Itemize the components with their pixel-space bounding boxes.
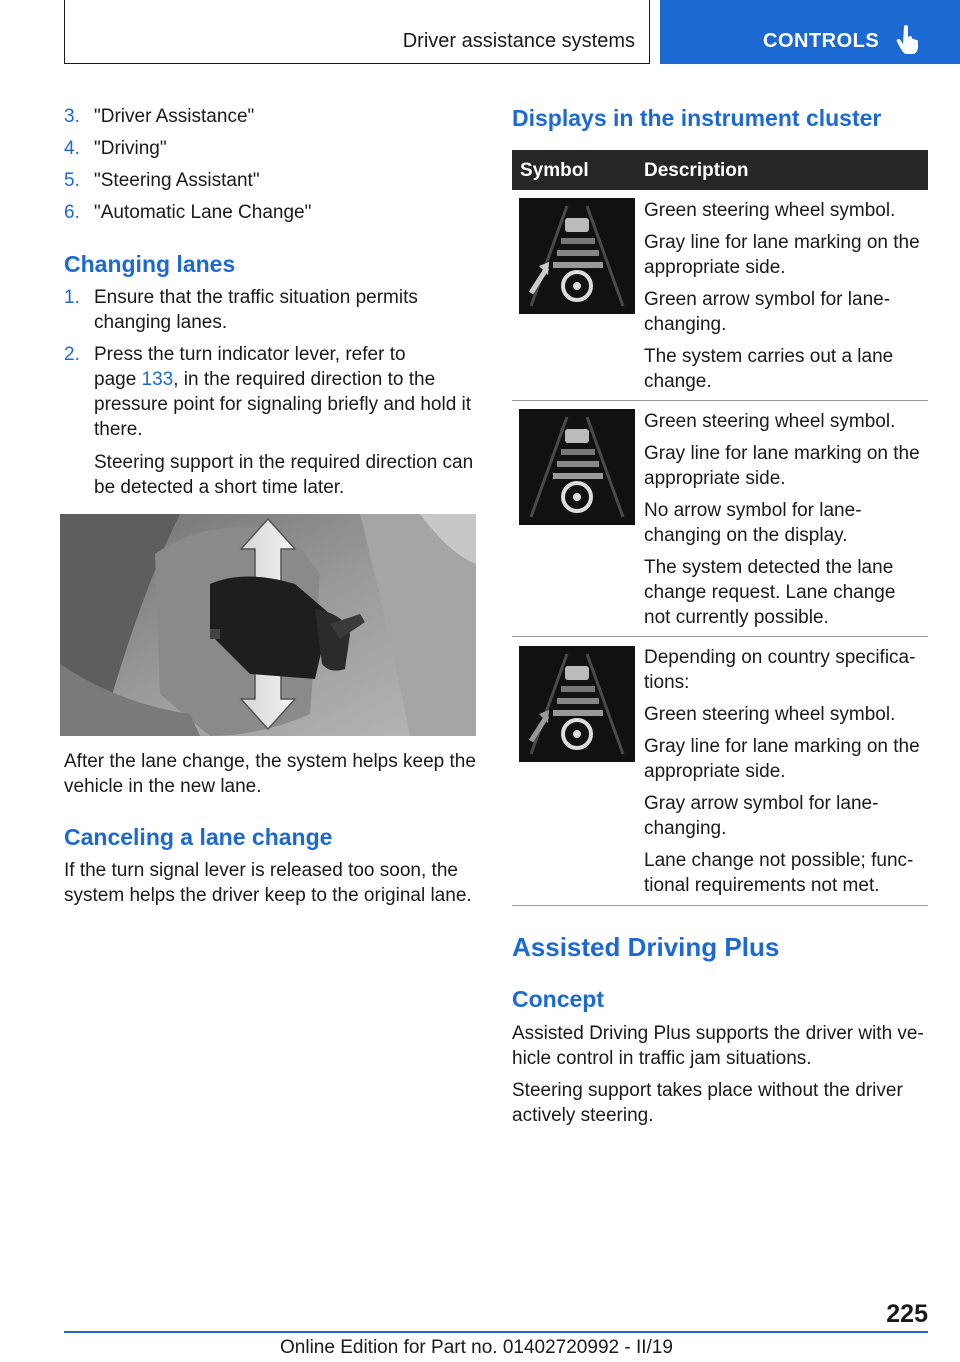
step-text: there. [94, 419, 143, 440]
step-number: 5. [64, 170, 80, 191]
description-line: changing. [644, 818, 727, 839]
lane-change-arrow-green-icon [519, 198, 635, 314]
step-text: pressure point for signaling briefly and hold it [94, 394, 472, 415]
chapter-title: CONTROLS [763, 30, 880, 52]
edition-footer: Online Edition for Part no. 01402720992 - II/19 [280, 1337, 673, 1358]
section-title: Driver assistance systems [402, 30, 635, 52]
description-line: Green steering wheel symbol. [644, 411, 896, 432]
paragraph-line: Assisted Driving Plus supports the driver with ve- [512, 1023, 924, 1044]
paragraph-line: If the turn signal lever is released too soon, the [64, 860, 458, 881]
step-text: Press the turn indicator lever, refer to [94, 344, 406, 365]
paragraph-line: vehicle in the new lane. [64, 776, 262, 797]
description-line: changing on the display. [644, 525, 848, 546]
canceling-heading: Canceling a lane change [64, 824, 333, 850]
table-row-divider [512, 636, 928, 637]
description-line: Gray arrow symbol for lane- [644, 793, 879, 814]
description-line: Green steering wheel symbol. [644, 200, 896, 221]
assisted-driving-plus-heading: Assisted Driving Plus [512, 932, 780, 962]
step-number: 4. [64, 138, 80, 159]
column-header-description: Description [644, 160, 749, 181]
chapter-tab[interactable] [660, 0, 960, 64]
table-header [512, 150, 928, 190]
step-text: page [94, 369, 142, 390]
concept-heading: Concept [512, 986, 604, 1012]
step-note: be detected a short time later. [94, 477, 345, 498]
running-header-section [64, 0, 650, 64]
menu-step-text: "Automatic Lane Change" [94, 202, 312, 223]
menu-step-text: "Steering Assistant" [94, 170, 260, 191]
step-text-with-reference [94, 367, 435, 393]
menu-step-text: "Driver Assistance" [94, 106, 255, 127]
step-text: Ensure that the traffic situation permits [94, 287, 418, 308]
table-row-divider [512, 400, 928, 401]
description-line: Gray line for lane marking on the [644, 736, 920, 757]
step-text: , in the required direction to the [173, 369, 436, 390]
column-header-symbol: Symbol [520, 160, 589, 181]
footer-divider [64, 1331, 928, 1333]
description-line: appropriate side. [644, 468, 786, 489]
turn-indicator-lever-illustration [60, 514, 476, 736]
description-line: Gray line for lane marking on the [644, 232, 920, 253]
description-line: changing. [644, 314, 727, 335]
pointing-hand-icon [896, 24, 922, 54]
description-line: appropriate side. [644, 257, 786, 278]
page-number: 225 [886, 1300, 928, 1328]
lane-change-pending-icon [519, 409, 635, 525]
description-line: The system detected the lane [644, 557, 894, 578]
description-line: change. [644, 371, 712, 392]
description-line: Green steering wheel symbol. [644, 704, 896, 725]
step-number: 3. [64, 106, 80, 127]
description-line: Depending on country specifica- [644, 647, 916, 668]
description-line: Gray line for lane marking on the [644, 443, 920, 464]
description-line: No arrow symbol for lane- [644, 500, 862, 521]
paragraph-line: After the lane change, the system helps keep the [64, 751, 476, 772]
page-reference-link[interactable]: 133 [141, 369, 174, 390]
description-line: change request. Lane change [644, 582, 896, 603]
paragraph-line: Steering support takes place without the driver [512, 1080, 903, 1101]
step-number: 1. [64, 287, 80, 308]
paragraph-line: actively steering. [512, 1105, 654, 1126]
displays-heading: Displays in the instrument cluster [512, 105, 882, 131]
description-line: The system carries out a lane [644, 346, 894, 367]
description-line: tions: [644, 672, 690, 693]
changing-lanes-heading: Changing lanes [64, 251, 236, 277]
menu-step-text: "Driving" [94, 138, 167, 159]
description-line: not currently possible. [644, 607, 829, 628]
paragraph-line: system helps the driver keep to the original lane. [64, 885, 472, 906]
step-number: 2. [64, 344, 80, 365]
step-note: Steering support in the required direction can [94, 452, 474, 473]
description-line: appropriate side. [644, 761, 786, 782]
paragraph-line: hicle control in traffic jam situations. [512, 1048, 812, 1069]
lane-change-arrow-gray-icon [519, 646, 635, 762]
description-line: tional requirements not met. [644, 875, 880, 896]
description-line: Lane change not possible; func- [644, 850, 914, 871]
table-row-divider [512, 905, 928, 906]
step-text: changing lanes. [94, 312, 228, 333]
description-line: Green arrow symbol for lane- [644, 289, 891, 310]
step-number: 6. [64, 202, 80, 223]
